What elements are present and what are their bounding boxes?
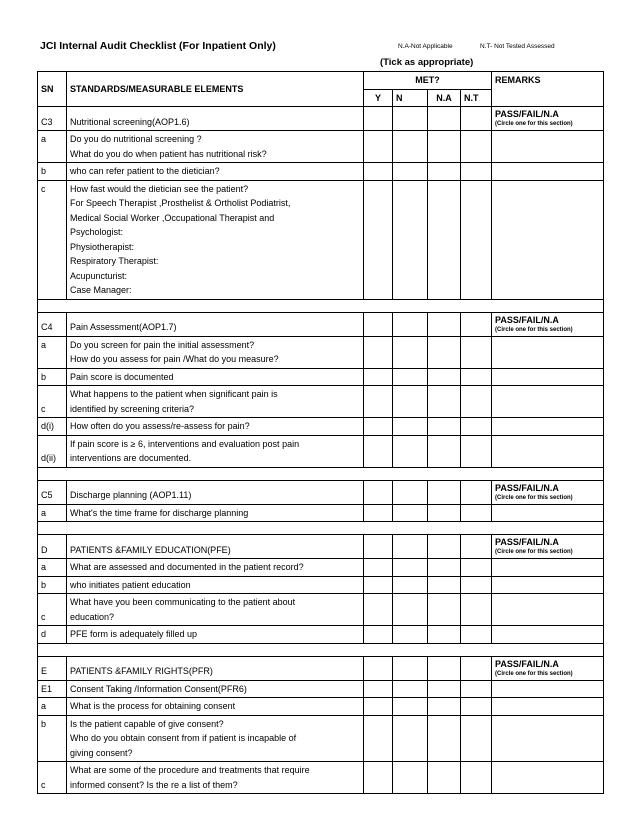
check-y[interactable]: [364, 163, 393, 181]
check-y[interactable]: [364, 180, 393, 299]
remarks-cell[interactable]: [492, 715, 604, 762]
check-nt[interactable]: [461, 368, 492, 386]
column-sn: SN: [38, 72, 67, 107]
table-row: [38, 180, 604, 299]
check-nt[interactable]: [461, 480, 492, 504]
item-sn: b: [38, 576, 67, 594]
item-line: interventions are documented.: [70, 453, 192, 463]
check-y[interactable]: [364, 680, 393, 698]
remarks-cell[interactable]: [492, 626, 604, 644]
check-n[interactable]: [393, 559, 428, 577]
remarks-cell[interactable]: [492, 656, 604, 680]
item-text: [67, 180, 364, 299]
remarks-cell[interactable]: [492, 594, 604, 626]
check-nt[interactable]: [461, 107, 492, 131]
section-row-c3: [38, 107, 604, 131]
item-line: Who do you obtain consent from if patient is incapable of: [70, 733, 297, 743]
check-n[interactable]: [393, 312, 428, 336]
section-row-c4: [38, 312, 604, 336]
table-row: [38, 163, 604, 181]
check-y[interactable]: [364, 594, 393, 626]
check-na[interactable]: [428, 435, 461, 467]
check-n[interactable]: [393, 107, 428, 131]
table-row: [38, 418, 604, 436]
column-nt: N.T: [461, 89, 492, 107]
check-nt[interactable]: [461, 435, 492, 467]
section-title: Nutritional screening(AOP1.6): [67, 107, 364, 131]
item-sn: c: [38, 386, 67, 418]
remarks-cell[interactable]: [492, 762, 604, 794]
remarks-cell[interactable]: [492, 131, 604, 163]
check-na[interactable]: [428, 535, 461, 559]
column-n: N: [393, 89, 428, 107]
check-n[interactable]: [393, 680, 428, 698]
check-n[interactable]: [393, 626, 428, 644]
item-line: Case Manager:: [70, 285, 132, 295]
pass-fail-label: PASS/FAIL/N.A: [495, 658, 559, 669]
item-line: What happens to the patient when significant pain is: [70, 389, 278, 399]
check-nt[interactable]: [461, 504, 492, 522]
section-title: Discharge planning (AOP1.11): [67, 480, 364, 504]
item-line: What do you do when patient has nutritional risk?: [70, 148, 267, 159]
section-spacer: [38, 299, 604, 312]
check-y[interactable]: [364, 312, 393, 336]
pass-fail-label: PASS/FAIL/N.A: [495, 537, 559, 547]
check-n[interactable]: [393, 131, 428, 163]
section-code: D: [38, 535, 67, 559]
check-na[interactable]: [428, 418, 461, 436]
legend-not-tested: N.T- Not Tested Assessed: [480, 43, 555, 50]
item-text: who can refer patient to the dietician?: [67, 163, 364, 181]
check-na[interactable]: [428, 163, 461, 181]
check-na[interactable]: [428, 386, 461, 418]
item-sn: a: [38, 131, 67, 163]
pass-fail-label: PASS/FAIL/N.A: [495, 482, 559, 493]
check-nt[interactable]: [461, 180, 492, 299]
column-met: MET?: [364, 72, 492, 90]
remarks-cell[interactable]: [492, 698, 604, 716]
item-text: What is the process for obtaining consent: [67, 698, 364, 716]
section-spacer: [38, 467, 604, 480]
section-code: C4: [38, 312, 67, 336]
check-y[interactable]: [364, 368, 393, 386]
pass-fail-label: PASS/FAIL/N.A: [495, 109, 559, 119]
check-nt[interactable]: [461, 559, 492, 577]
item-line: How do you assess for pain /What do you measure?: [70, 354, 279, 364]
check-na[interactable]: [428, 312, 461, 336]
item-text: who initiates patient education: [67, 576, 364, 594]
item-line: What have you been communicating to the patient about: [70, 597, 296, 607]
item-sn: a: [38, 559, 67, 577]
check-n[interactable]: [393, 762, 428, 794]
check-nt[interactable]: [461, 386, 492, 418]
check-nt[interactable]: [461, 762, 492, 794]
check-n[interactable]: [393, 576, 428, 594]
section-row-d: [38, 535, 604, 559]
check-na[interactable]: [428, 368, 461, 386]
table-row: [38, 715, 604, 762]
check-na[interactable]: [428, 131, 461, 163]
item-sn: d(ii): [38, 435, 67, 467]
remarks-cell[interactable]: [492, 386, 604, 418]
section-code: C5: [38, 480, 67, 504]
remarks-cell[interactable]: [492, 180, 604, 299]
check-n[interactable]: [393, 504, 428, 522]
check-nt[interactable]: [461, 312, 492, 336]
item-text: Pain score is documented: [67, 368, 364, 386]
check-nt[interactable]: [461, 626, 492, 644]
check-y[interactable]: [364, 435, 393, 467]
item-text: How often do you assess/re-assess for pain?: [67, 418, 364, 436]
check-na[interactable]: [428, 107, 461, 131]
check-na[interactable]: [428, 715, 461, 762]
table-row: [38, 386, 604, 418]
check-nt[interactable]: [461, 594, 492, 626]
check-na[interactable]: [428, 180, 461, 299]
check-nt[interactable]: [461, 336, 492, 368]
check-y[interactable]: [364, 336, 393, 368]
check-nt[interactable]: [461, 418, 492, 436]
remarks-cell[interactable]: [492, 312, 604, 336]
check-n[interactable]: [393, 386, 428, 418]
check-y[interactable]: [364, 418, 393, 436]
item-sn: c: [38, 594, 67, 626]
item-text: What are assessed and documented in the patient record?: [67, 559, 364, 577]
section-spacer: [38, 522, 604, 535]
table-row: [38, 594, 604, 626]
remarks-cell[interactable]: [492, 418, 604, 436]
item-sn: a: [38, 504, 67, 522]
check-y[interactable]: [364, 131, 393, 163]
item-line: How fast would the dietician see the patient?: [70, 183, 249, 194]
item-text: PFE form is adequately filled up: [67, 626, 364, 644]
column-y: Y: [364, 89, 393, 107]
item-line: Psychologist:: [70, 227, 124, 237]
check-y[interactable]: [364, 715, 393, 762]
check-y[interactable]: [364, 656, 393, 680]
section-title: PATIENTS &FAMILY RIGHTS(PFR): [67, 656, 364, 680]
pass-fail-note: (Circle one for this section): [495, 121, 573, 127]
item-sn: a: [38, 698, 67, 716]
remarks-cell[interactable]: [492, 368, 604, 386]
item-line: What are some of the procedure and treatments that require: [70, 765, 310, 775]
remarks-cell[interactable]: [492, 559, 604, 577]
check-n[interactable]: [393, 336, 428, 368]
pass-fail-label: PASS/FAIL/N.A: [495, 314, 559, 325]
check-n[interactable]: [393, 698, 428, 716]
table-row: [38, 576, 604, 594]
item-sn: E1: [38, 680, 67, 698]
check-y[interactable]: [364, 504, 393, 522]
check-nt[interactable]: [461, 698, 492, 716]
item-line: Do you do nutritional screening ?: [70, 134, 202, 144]
item-sn: c: [38, 180, 67, 299]
table-row: [38, 131, 604, 163]
item-sn: d(i): [38, 418, 67, 436]
remarks-cell[interactable]: [492, 163, 604, 181]
check-n[interactable]: [393, 480, 428, 504]
table-row: [38, 435, 604, 467]
check-n[interactable]: [393, 163, 428, 181]
item-sn: c: [38, 762, 67, 794]
check-na[interactable]: [428, 504, 461, 522]
item-sn: b: [38, 368, 67, 386]
check-nt[interactable]: [461, 131, 492, 163]
check-n[interactable]: [393, 368, 428, 386]
check-y[interactable]: [364, 535, 393, 559]
check-nt[interactable]: [461, 680, 492, 698]
check-na[interactable]: [428, 559, 461, 577]
table-row: [38, 762, 604, 794]
item-line: Physiotherapist:: [70, 241, 135, 252]
item-sn: b: [38, 163, 67, 181]
check-y[interactable]: [364, 480, 393, 504]
item-line: Do you screen for pain the initial assessment?: [70, 339, 255, 350]
check-n[interactable]: [393, 594, 428, 626]
item-text: [67, 386, 364, 418]
check-y[interactable]: [364, 626, 393, 644]
item-text: What's the time frame for discharge planning: [67, 504, 364, 522]
check-nt[interactable]: [461, 163, 492, 181]
column-standards: STANDARDS/MEASURABLE ELEMENTS: [67, 72, 364, 107]
check-na[interactable]: [428, 336, 461, 368]
remarks-cell[interactable]: [492, 480, 604, 504]
check-n[interactable]: [393, 656, 428, 680]
item-sn: b: [38, 715, 67, 762]
item-line: If pain score is ≥ 6, interventions and evaluation post pain: [70, 438, 300, 449]
item-line: Acupuncturist:: [70, 270, 128, 281]
check-nt[interactable]: [461, 576, 492, 594]
check-y[interactable]: [364, 576, 393, 594]
item-line: Respiratory Therapist:: [70, 256, 159, 266]
check-nt[interactable]: [461, 535, 492, 559]
item-line: Medical Social Worker ,Occupational Therapist and: [70, 212, 275, 223]
remarks-cell[interactable]: [492, 336, 604, 368]
table-row: [38, 559, 604, 577]
table-row: [38, 504, 604, 522]
check-y[interactable]: [364, 107, 393, 131]
document-title: JCI Internal Audit Checklist (For Inpatient Only): [40, 40, 276, 52]
column-remarks: REMARKS: [492, 72, 604, 107]
subsection-row-e1: [38, 680, 604, 698]
check-n[interactable]: [393, 418, 428, 436]
item-text: [67, 336, 364, 368]
legend-not-applicable: N.A-Not Applicable: [398, 43, 453, 50]
item-line: education?: [70, 611, 115, 622]
table-row: [38, 368, 604, 386]
check-na[interactable]: [428, 626, 461, 644]
pass-fail-note: (Circle one for this section): [495, 549, 573, 555]
section-code: C3: [38, 107, 67, 131]
item-line: informed consent? Is the re a list of them?: [70, 779, 238, 790]
item-line: giving consent?: [70, 747, 133, 758]
remarks-cell[interactable]: [492, 576, 604, 594]
section-title: PATIENTS &FAMILY EDUCATION(PFE): [67, 535, 364, 559]
check-y[interactable]: [364, 559, 393, 577]
pass-fail-note: (Circle one for this section): [495, 326, 573, 333]
table-row: [38, 336, 604, 368]
item-line: identified by screening criteria?: [70, 403, 195, 414]
item-sn: d: [38, 626, 67, 644]
section-spacer: [38, 643, 604, 656]
check-y[interactable]: [364, 698, 393, 716]
pass-fail-note: (Circle one for this section): [495, 670, 573, 677]
item-text: Consent Taking /Information Consent(PFR6): [67, 680, 364, 698]
header-row: [38, 72, 604, 90]
check-n[interactable]: [393, 435, 428, 467]
check-y[interactable]: [364, 386, 393, 418]
check-na[interactable]: [428, 656, 461, 680]
section-code: E: [38, 656, 67, 680]
item-sn: a: [38, 336, 67, 368]
item-line: Is the patient capable of give consent?: [70, 718, 224, 729]
check-y[interactable]: [364, 762, 393, 794]
item-text: [67, 715, 364, 762]
check-na[interactable]: [428, 576, 461, 594]
tick-instruction: (Tick as appropriate): [380, 57, 474, 68]
remarks-cell[interactable]: [492, 504, 604, 522]
remarks-cell[interactable]: [492, 435, 604, 467]
pass-fail-note: (Circle one for this section): [495, 494, 573, 501]
check-nt[interactable]: [461, 715, 492, 762]
check-nt[interactable]: [461, 656, 492, 680]
check-n[interactable]: [393, 715, 428, 762]
section-row-c5: [38, 480, 604, 504]
table-row: [38, 698, 604, 716]
table-row: [38, 626, 604, 644]
check-na[interactable]: [428, 698, 461, 716]
remarks-cell[interactable]: [492, 680, 604, 698]
item-text: [67, 594, 364, 626]
section-row-e: [38, 656, 604, 680]
remarks-cell[interactable]: [492, 107, 604, 131]
item-line: For Speech Therapist ,Prosthelist & Ortholist Podiatrist,: [70, 198, 291, 208]
check-n[interactable]: [393, 180, 428, 299]
audit-checklist-table: [37, 71, 604, 794]
remarks-cell[interactable]: [492, 535, 604, 559]
check-n[interactable]: [393, 535, 428, 559]
check-na[interactable]: [428, 680, 461, 698]
section-title: Pain Assessment(AOP1.7): [67, 312, 364, 336]
item-text: [67, 131, 364, 163]
column-na: N.A: [428, 89, 461, 107]
item-text: [67, 762, 364, 794]
check-na[interactable]: [428, 762, 461, 794]
check-na[interactable]: [428, 480, 461, 504]
item-text: [67, 435, 364, 467]
check-na[interactable]: [428, 594, 461, 626]
